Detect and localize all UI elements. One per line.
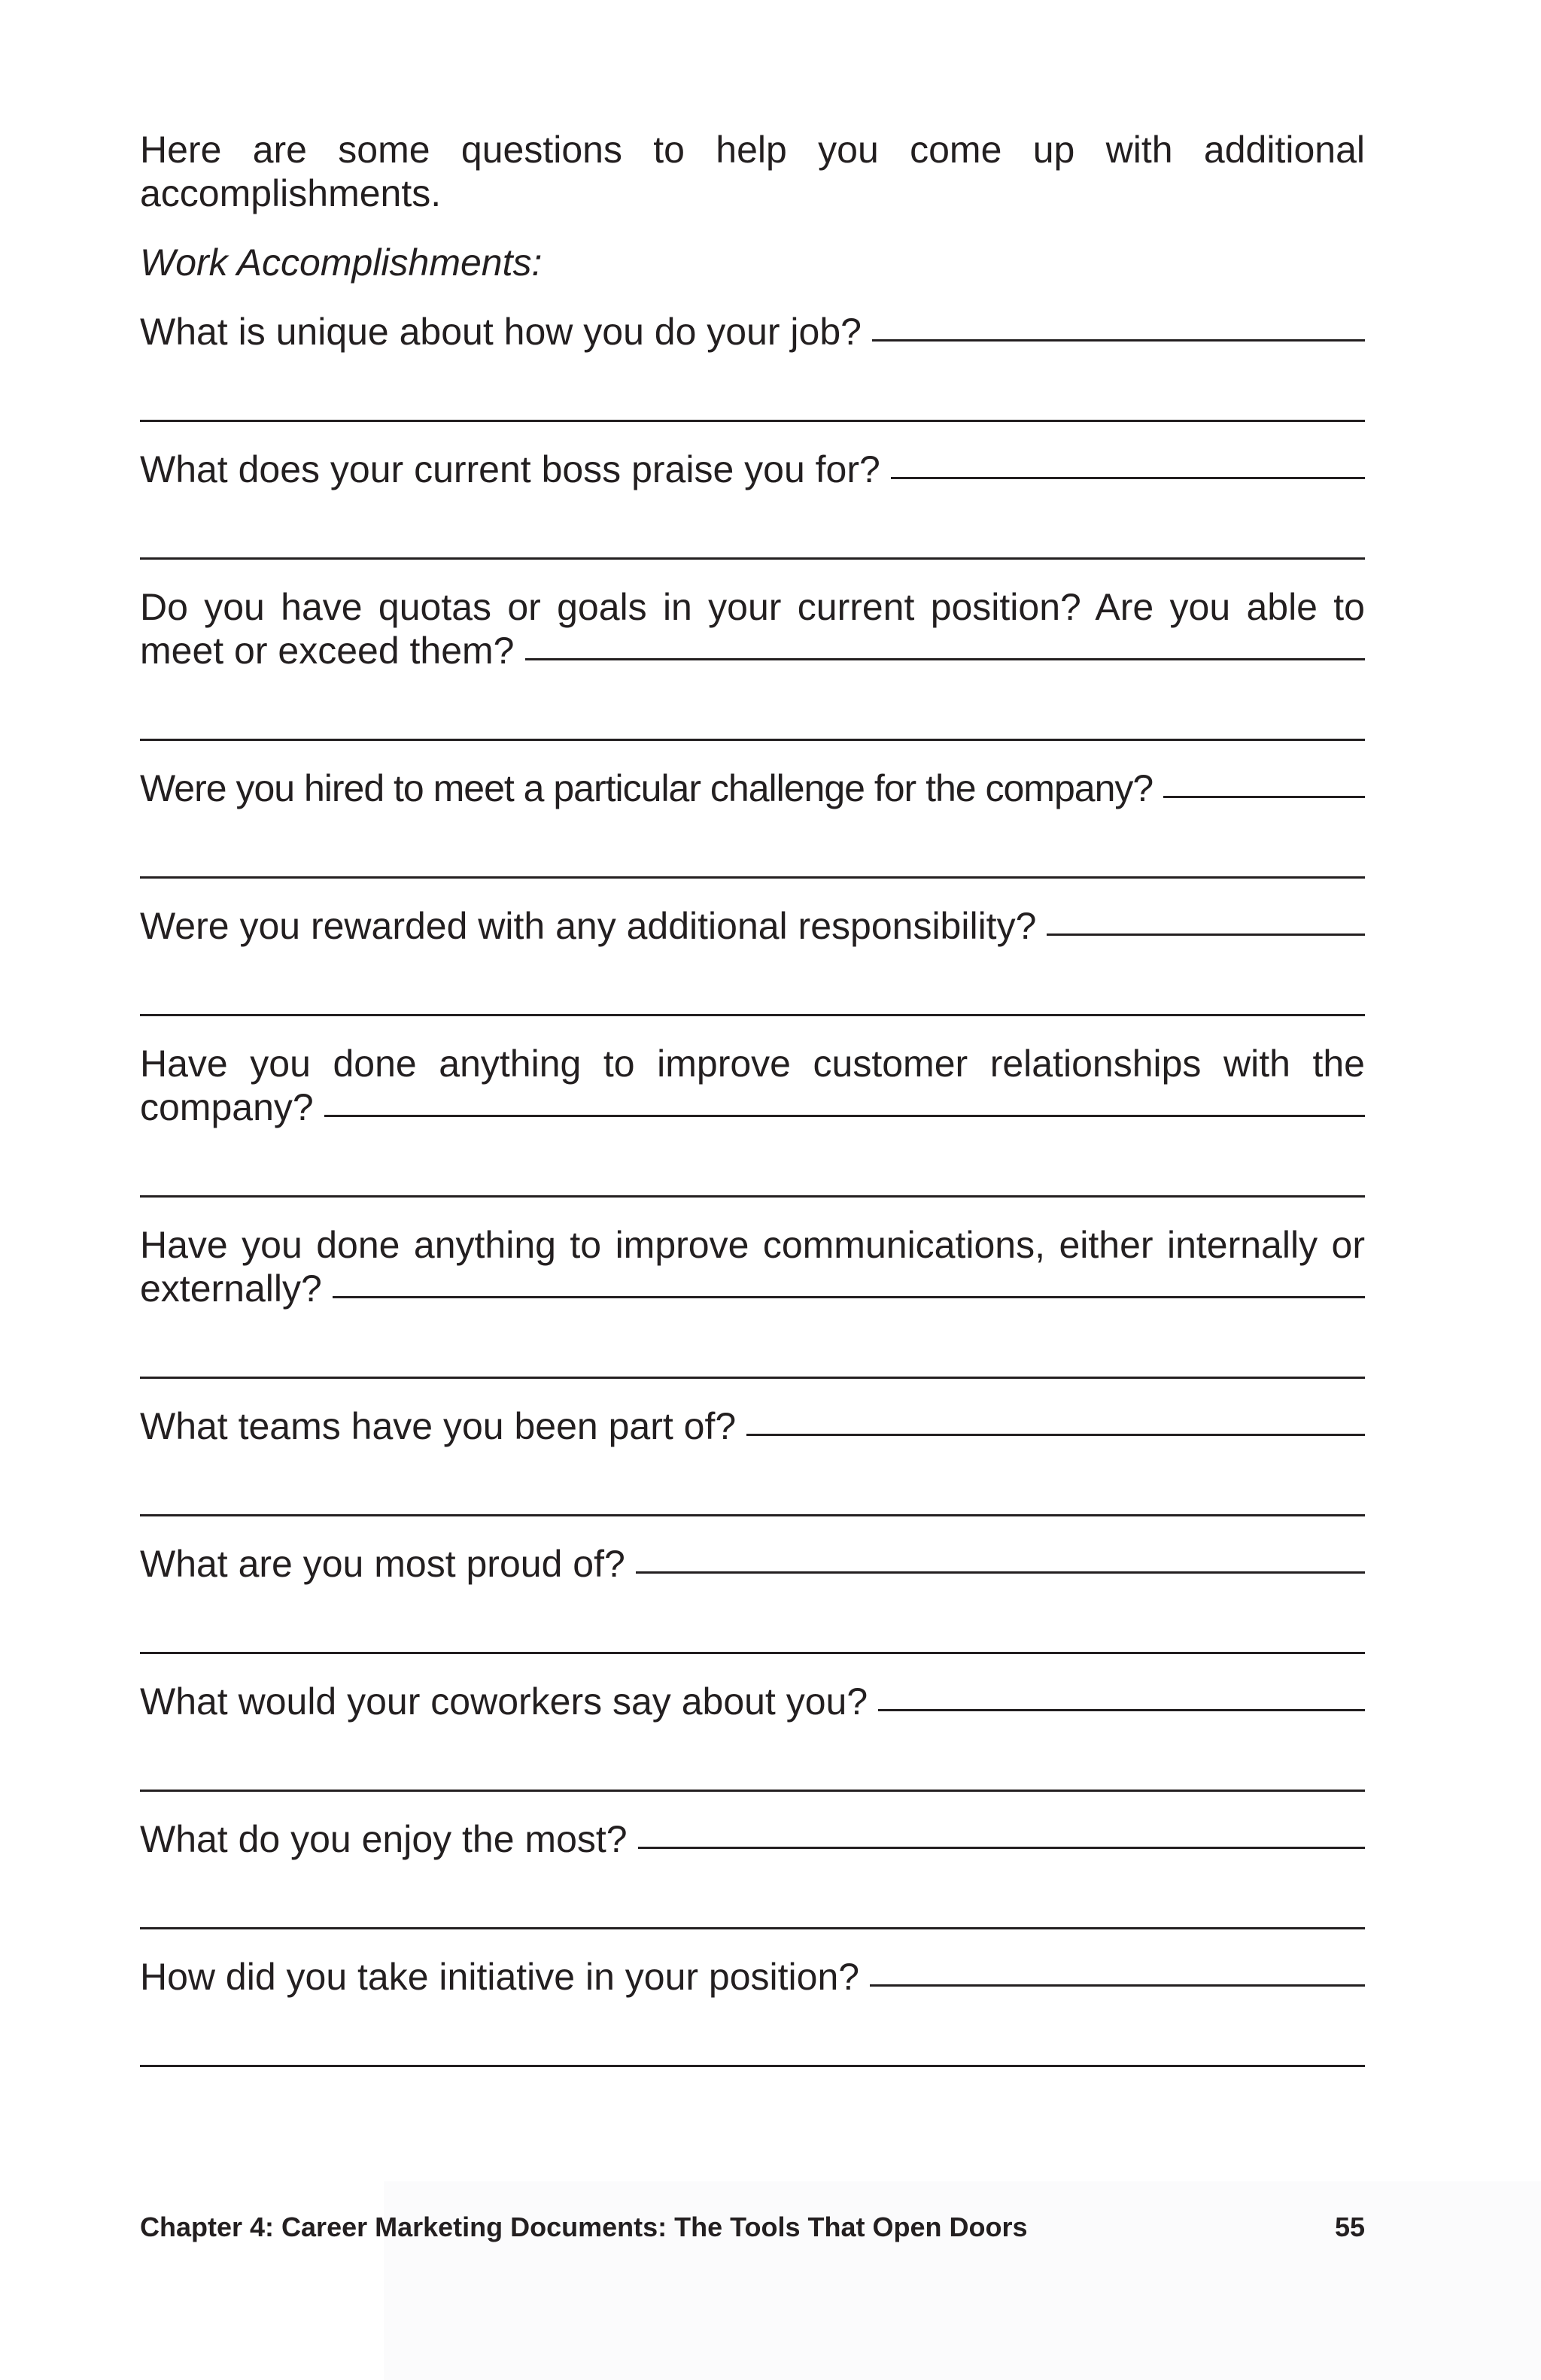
section-heading: Work Accomplishments: (140, 241, 543, 284)
question-8 (140, 1404, 1365, 1516)
answer-line[interactable] (140, 1999, 1365, 2067)
intro-paragraph: Here are some questions to help you come up with additional accomplishments. (140, 129, 1365, 214)
answer-blank[interactable] (891, 477, 1365, 479)
answer-line[interactable] (140, 948, 1365, 1016)
answer-line[interactable] (140, 1129, 1365, 1198)
answer-line[interactable] (140, 1310, 1365, 1379)
worksheet (140, 128, 1365, 2067)
question-6 (140, 1042, 1365, 1198)
question-text: What is unique about how you do your job? (140, 311, 862, 353)
answer-blank[interactable] (878, 1709, 1365, 1711)
question-3 (140, 585, 1365, 741)
answer-blank[interactable] (636, 1571, 1365, 1574)
answer-line[interactable] (140, 810, 1365, 879)
answer-blank[interactable] (870, 1984, 1365, 1987)
question-text: Have you done anything to improve customer relationships with the (140, 1043, 1365, 1085)
answer-line[interactable] (140, 1448, 1365, 1516)
question-4 (140, 767, 1365, 879)
question-text: Have you done anything to improve communications, either internally or (140, 1224, 1365, 1266)
question-text-cont: externally? (140, 1267, 322, 1310)
question-1 (140, 310, 1365, 422)
question-text: What does your current boss praise you for? (140, 448, 880, 490)
answer-blank[interactable] (638, 1847, 1365, 1849)
question-5 (140, 904, 1365, 1016)
answer-blank[interactable] (525, 658, 1366, 660)
question-text: How did you take initiative in your position? (140, 1956, 860, 1998)
question-2 (140, 448, 1365, 560)
answer-blank[interactable] (1047, 933, 1365, 936)
chapter-title: Chapter 4: Career Marketing Documents: The Tools That Open Doors (140, 2212, 1028, 2242)
answer-blank[interactable] (324, 1115, 1365, 1117)
question-text: What are you most proud of? (140, 1543, 625, 1585)
question-text: Were you hired to meet a particular challenge for the company? (140, 767, 1153, 809)
page-footer (140, 2212, 1365, 2243)
question-text: Were you rewarded with any additional responsibility? (140, 905, 1037, 947)
answer-line[interactable] (140, 1586, 1365, 1654)
answer-blank[interactable] (872, 339, 1365, 342)
question-text-cont: company? (140, 1086, 314, 1128)
question-9 (140, 1542, 1365, 1654)
answer-blank[interactable] (746, 1434, 1365, 1436)
answer-line[interactable] (140, 1861, 1365, 1929)
question-text: What would your coworkers say about you? (140, 1680, 868, 1723)
answer-line[interactable] (140, 1723, 1365, 1792)
question-text: What teams have you been part of? (140, 1405, 737, 1447)
answer-blank[interactable] (1163, 796, 1365, 798)
answer-blank[interactable] (333, 1296, 1365, 1298)
page-number: 55 (1334, 2212, 1365, 2242)
question-10 (140, 1680, 1365, 1792)
question-text: Do you have quotas or goals in your current position? Are you able to (140, 586, 1365, 628)
question-12 (140, 1955, 1365, 2067)
answer-line[interactable] (140, 672, 1365, 741)
question-text-cont: meet or exceed them? (140, 630, 515, 672)
answer-line[interactable] (140, 354, 1365, 422)
answer-line[interactable] (140, 491, 1365, 560)
question-7 (140, 1223, 1365, 1379)
question-11 (140, 1817, 1365, 1929)
question-text: What do you enjoy the most? (140, 1818, 628, 1860)
